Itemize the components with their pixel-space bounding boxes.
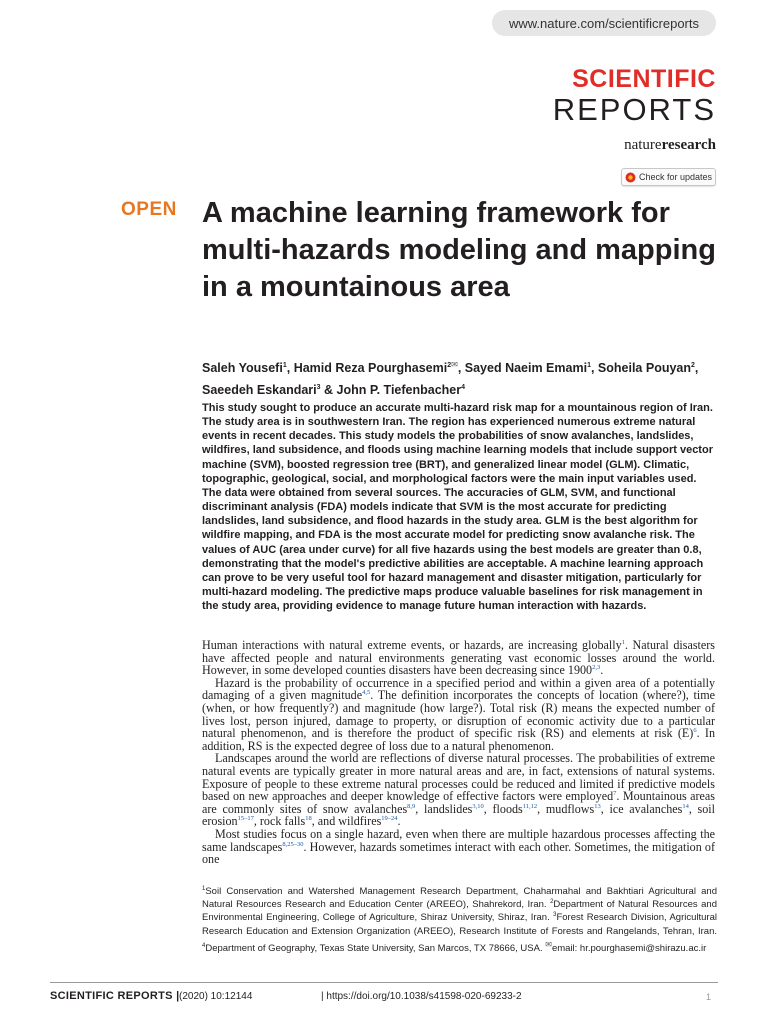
reference-link[interactable]: 6 [693,727,697,735]
reference-link[interactable]: 13 [594,802,601,810]
reference-link[interactable]: 2,3 [592,664,601,672]
journal-url-link[interactable]: www.nature.com/scientificreports [492,10,716,36]
reference-link[interactable]: 3,10 [472,802,484,810]
reference-link[interactable]: 8,25–30 [282,840,304,848]
body-paragraph: Landscapes around the world are reflections of diverse natural processes. The probabilities of extreme natural events are typically greater in more natural areas and are, in fact, extensions of natural systems. Exposure of people to these extreme natural processes could be reduced and limited if predictive models based on new approaches and deeper knowledge of effective factors were employed$^7$. Mountainous areas are commonly sites of snow avalanches$^{8,9}$, landslides$^{3,10}$, floods$^{11,12}$, mudflows$^{13}$, ice avalanches$^{14}$, soil erosion$^{15-17}$, rock falls$^{18}$, and wildfires$^{19-24}$. [202,751,716,829]
article-title: A machine learning framework for multi-hazards modeling and mapping in a mountainous area [202,197,716,303]
body-paragraph: Most studies focus on a single hazard, even when there are multiple hazardous processes affecting the same landscapes$^{8,25-30}$. However, hazards sometimes interact with each other. Sometimes, the mitigation of one [202,826,715,867]
reference-link[interactable]: 14 [682,802,689,810]
author-separator: , [590,361,598,376]
body-paragraph: Hazard is the probability of occurrence in a specified period and within a given area of a potentially damaging of a given magnitude$^{4,5}$. The definition incorporates the concepts of location (where?), time (when, or how frequently?) and magnitude (how large?). Total risk (R) means the expected number of lives lost, person injured, damage to property, or disruption of economic activity due to a particular natural phenomenon, and is therefore the product of specific risk (RS) and elements at risk $(E)^6$. In addition, RS is the expected degree of loss due to a natural phenomenon. [202,675,716,753]
journal-brand-scientific: SCIENTIFIC [572,65,716,93]
footer-doi-link[interactable]: | https://doi.org/10.1038/s41598-020-69233-2 [321,991,522,1002]
author-list [202,355,732,400]
author-separator: , [457,361,465,376]
journal-brand-reports: REPORTS [552,92,716,127]
author-name[interactable]: John P. Tiefenbacher [336,383,462,398]
reference-link[interactable]: 8,9 [407,802,416,810]
author-separator: & [320,383,337,398]
author-name[interactable]: Saeedeh Eskandari [202,383,317,398]
body-paragraph: Human interactions with natural extreme events, or hazards, are increasing globally$^1$. Natural disasters have affected people and natural environments generating vast economic losses around the world. However, in some developed counties disasters have been decreasing since 1900$^{2,3}$. [202,638,715,678]
author-affiliation: 4 [461,384,466,392]
check-updates-icon [625,172,636,183]
author-separator: , [694,361,699,376]
author-separator: , [286,361,294,376]
reference-link[interactable]: 18 [305,815,312,823]
author-name[interactable]: Sayed Naeim Emami [464,361,588,376]
footer-citation: (2020) 10:12144 [179,991,253,1002]
check-for-updates-button[interactable] [621,168,716,186]
author-name[interactable]: Hamid Reza Pourghasemi [293,361,448,376]
reference-link[interactable]: 15–17 [237,815,254,823]
author-affiliation: 1 [587,362,591,369]
page-number: 1 [706,992,712,1002]
email-label: email: [551,942,580,954]
author-name[interactable]: Saleh Yousefi [202,361,283,376]
abstract: This study sought to produce an accurate multi-hazard risk map for a mountainous region of Iran. The study area is in southwestern Iran. The region has experienced numerous extreme natural events in recent decades. This study models the probabilities of snow avalanches, landslides, wildfires, land subsidence, and floods using machine learning models that include support vector machine (SVM), boosted regression tree (BRT), and generalized linear model (GLM). Climatic, topographic, geological, social, and morphological factors were the main input variables used. The data were obtained from several sources. The accuracies of GLM, SVM, and functional discriminant analysis (FDA) models indicate that SVM is the most accurate for predicting landslides, land subsidence, and flood hazards in the study area. GLM is the best algorithm for wildfire mapping, and FDA is the most accurate model for predicting snow avalanche risk. The values of AUC (area under curve) for all five hazards using the best models are greater than 0.8, demonstrating that the model's predictive abilities are acceptable. A machine learning approach can prove to be very useful tool for hazard management and disaster mitigation, particularly for multi-hazard modeling. The predictive maps produce valuable baselines for risk management in the study area, providing evidence to manage future human interaction with hazards. [202,402,713,613]
author-name[interactable]: Soheila Pouyan [597,361,692,376]
reference-link[interactable]: 19–24 [381,815,398,823]
reference-link[interactable]: 1 [621,638,625,646]
author-affiliation: 1 [282,362,287,369]
body-text [202,639,715,866]
reference-link[interactable]: 4,5 [362,689,371,697]
publisher-brand-research: research [661,137,716,153]
email-icon: ✉ [545,939,552,949]
publisher-brand [624,137,716,154]
email-address-link[interactable]: hr.pourghasemi@shirazu.ac.ir [579,942,707,954]
author-affiliation: 2 [691,362,695,369]
affiliations-footnote: $^1$Soil Conservation and Watershed Management Research Department, Chaharmahal and Bakhtiari Agricultural and Natural Resources Research and Education Center (AREEO), Shahrekord, Iran. $^2$Department of Natural Resources and Environmental Engineering, College of Agriculture, Shiraz University, Shiraz, Iran. $^3$Forest Research Division, Agricultural Research Education and Extension Organization (AREEO), Research Institute of Forests and Rangelands, Tehran, Iran. $^4$Department of Geography, Texas State University, San Marcos, TX 78666, USA. ✉email: hr.pourghasemi@shirazu.ac.ir [202,885,717,954]
reference-link[interactable]: 11,12 [522,802,538,810]
open-access-label: OPEN [121,199,177,220]
footer-journal-name: SCIENTIFIC REPORTS | [50,990,180,1002]
check-for-updates-label: Check for updates [639,172,713,182]
email-icon[interactable]: ✉ [451,360,458,369]
reference-link[interactable]: 7 [613,790,617,798]
author-affiliation: 3 [316,384,321,392]
footer-divider [50,982,718,983]
author-affiliation: 2 [447,362,452,369]
publisher-brand-nature: nature [624,137,662,153]
